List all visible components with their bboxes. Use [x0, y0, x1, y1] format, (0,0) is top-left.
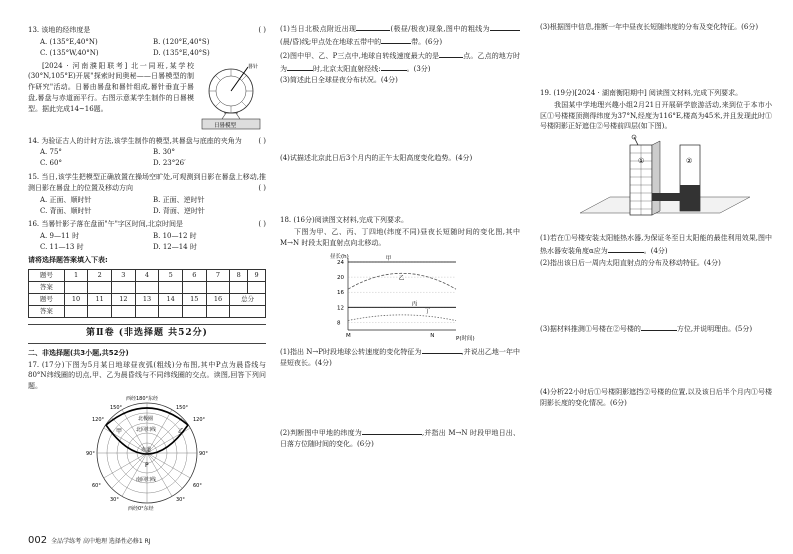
sundial-figure [198, 61, 264, 133]
building-1-label: ① [638, 157, 645, 166]
point-jia: 甲 [116, 428, 123, 436]
y-tick-label: 16 [337, 289, 344, 296]
q19-material: 我国某中学地理兴趣小组2月21日开展研学旅游活动,来到位于本市小区①号楼楼顶测得纬度为37°N,经度为116°E,楼高为45米,并且发现此时①号楼阴影正好遮住②号楼前四层(如下图)。 [540, 100, 772, 131]
series-label: 丁 [424, 308, 431, 315]
left-column [28, 22, 266, 534]
chart-xlabel: P(时间) [456, 335, 475, 342]
q19-3: (3)据材料推测①号楼在②号楼的 方位,并说明理由。(5分) [540, 322, 772, 335]
page-number: 002 [28, 534, 48, 546]
equator-label: 赤道 [141, 447, 152, 454]
arctic-label: 北极圈 [138, 416, 154, 423]
x-tick-label: M [346, 332, 351, 339]
q19-4: (4)分析22小时后①号楼阴影遮挡②号楼的位置,以及该日后半个月内①号楼阴影长度的变化情况。(6分) [540, 388, 772, 408]
q17-4: (4)试描述北京此日后3个月内的正午太阳高度变化趋势。(4分) [280, 154, 473, 163]
globe-figure [28, 393, 266, 511]
y-tick-label: 24 [337, 259, 344, 266]
svg-text:150°: 150° [110, 405, 123, 412]
sundial-caption: 日晷模型 [214, 122, 237, 129]
y-tick-label: 20 [337, 274, 344, 281]
building-2-label: ② [686, 157, 693, 166]
material-14-16: [2024 · 河南濮阳联考] 北一同班,某学校(30°N,105°E)开展"探索时间奥秘——日晷模型的制作研究"活动。日晷由晷盘和晷针组成,晷针垂直于晷盘,晷盘与赤道面平行。右图示意某学生制作的日晷模型。据此完成14~16题。 [28, 61, 194, 113]
q14: 14. 为验证古人的计时方法,该学生制作的模型,其晷盘与底座的夹角为 ( ) [28, 136, 266, 145]
q17-2: (2)图中甲、乙、P三点中,地球自转线速度最大的是 点。乙点的地方时为 时,北京太阳直射经线: 。(3分) [280, 49, 520, 75]
tropic-n-label: 北回归线 [136, 427, 157, 434]
q13-options: A. (135°E,40°N) B. (120°E,40°S) C. (135°W,40°N) D. (135°E,40°S) [40, 37, 210, 57]
table-title: 请将选择题答案填入下表: [28, 255, 108, 264]
q19-2: (2)指出该日后一周内太阳直射点的分布及移动特征。(4分) [540, 258, 721, 267]
q18-2: (2)判断图中甲地的纬度为 ,并指出 M→N 时段甲地日出、日落方位随时间的变化。(6分) [280, 426, 520, 450]
globe-top-label: 西经180°东经 [126, 396, 159, 403]
q17-3: (3)简述此日全球昼夜分布状况。(4分) [280, 76, 398, 85]
right-column [540, 22, 772, 534]
part2-title: 第Ⅱ卷 (非选择题 共52分) [28, 324, 266, 344]
y-tick-label: 8 [337, 320, 341, 327]
svg-text:120°: 120° [193, 417, 206, 424]
section-2-heading: 二、非选择题(共3小题,共52分) [28, 348, 129, 357]
q15: 15. 当日,该学生把模型正确放置在操场空旷处,可观测到日影在晷盘上移动,推测日影在晷盘上的位置及移动方向 ( ) [28, 173, 266, 192]
q18-stem: 18. (16分)阅读图文材料,完成下列要求。 [280, 216, 408, 225]
series-label: 丙 [411, 300, 418, 307]
x-tick-label: N [430, 332, 435, 339]
point-p: P [145, 462, 149, 470]
series-line [348, 314, 456, 320]
series-label: 乙 [398, 274, 405, 281]
table-row: 题号 1 2 3 4 5 6 7 8 9 [29, 269, 266, 281]
tropic-s-label: 南回归线 [136, 477, 157, 484]
chart-ylabel: 昼长(h) [330, 253, 349, 260]
table-row: 答案 [29, 281, 266, 293]
q16: 16. 当晷针影子落在盘面"午"字区时间,北京时间是 ( ) [28, 220, 266, 229]
q16-options: A. 9—11 时 B. 10—12 时 C. 11—13 时 D. 12—14 时 [40, 232, 197, 252]
needle-label: 晷针 [248, 63, 259, 70]
q19-stem: 19. (19分)[2024 · 湖南衡阳期中] 阅读图文材料,完成下列要求。 [540, 88, 743, 97]
svg-text:90°: 90° [199, 451, 208, 458]
svg-text:150°: 150° [176, 405, 189, 412]
building-figure [540, 133, 772, 229]
middle-column [280, 22, 520, 534]
svg-text:60°: 60° [193, 483, 202, 490]
table-row: 题号 10 11 12 13 14 15 16 总分 [29, 293, 266, 305]
svg-text:90°: 90° [86, 451, 95, 458]
q18-1: (1)指出 N→P时段地球公转速度的变化特征为 ,并说出乙地一年中昼短夜长。(4分) [280, 345, 520, 369]
q17-stem: 17. (17分)下图为5月某日地球昼夜弧(粗线)分布图,其中P点为晨昏线与80°N纬线圈的切点,甲、乙为晨昏线与不同纬线圈的交点。读图,回答下列问题。 [28, 360, 266, 391]
point-yi: 乙 [178, 428, 185, 436]
q19-1: (1)若在①号楼安装太阳能热水器,为保证冬至日太阳能的最佳利用效果,图中热水器安装角度α应为 。(4分) [540, 234, 772, 255]
table-row: 答案 [29, 305, 266, 317]
svg-text:30°: 30° [110, 497, 119, 504]
q14-options: A. 75° B. 30° C. 60° D. 23°26′ [40, 148, 186, 168]
q17-1: (1)当日北极点附近出现 (极昼/极夜)现象,图中的粗线为(晨/昏)线;甲点处在地球五带中的 带。(6分) [280, 22, 520, 48]
y-tick-label: 12 [337, 304, 344, 311]
q18-3: (3)根据图中信息,推断一年中昼夜长短随纬度的分布及变化特征。(6分) [540, 23, 759, 31]
page-footer: 002 全品学练考 高中地理 选择性必修1 RJ [28, 534, 151, 546]
svg-text:60°: 60° [92, 483, 101, 490]
q13: 13. 该地的经纬度是 ( ) [28, 26, 266, 34]
globe-bottom-label: 西经0°东经 [128, 506, 154, 512]
q18-material: 下图为甲、乙、丙、丁四地(纬度不同)昼夜长短随时间的变化图,其中 M→N 时段太阳直射点向北移动。 [280, 227, 520, 247]
svg-text:30°: 30° [176, 497, 185, 504]
svg-text:120°: 120° [92, 417, 105, 424]
q15-options: A. 正面、顺时针 B. 正面、逆时针 C. 背面、顺时针 D. 背面、逆时针 [40, 195, 205, 215]
answer-table [28, 269, 266, 318]
series-label: 甲 [385, 255, 392, 262]
day-length-chart [280, 250, 520, 342]
